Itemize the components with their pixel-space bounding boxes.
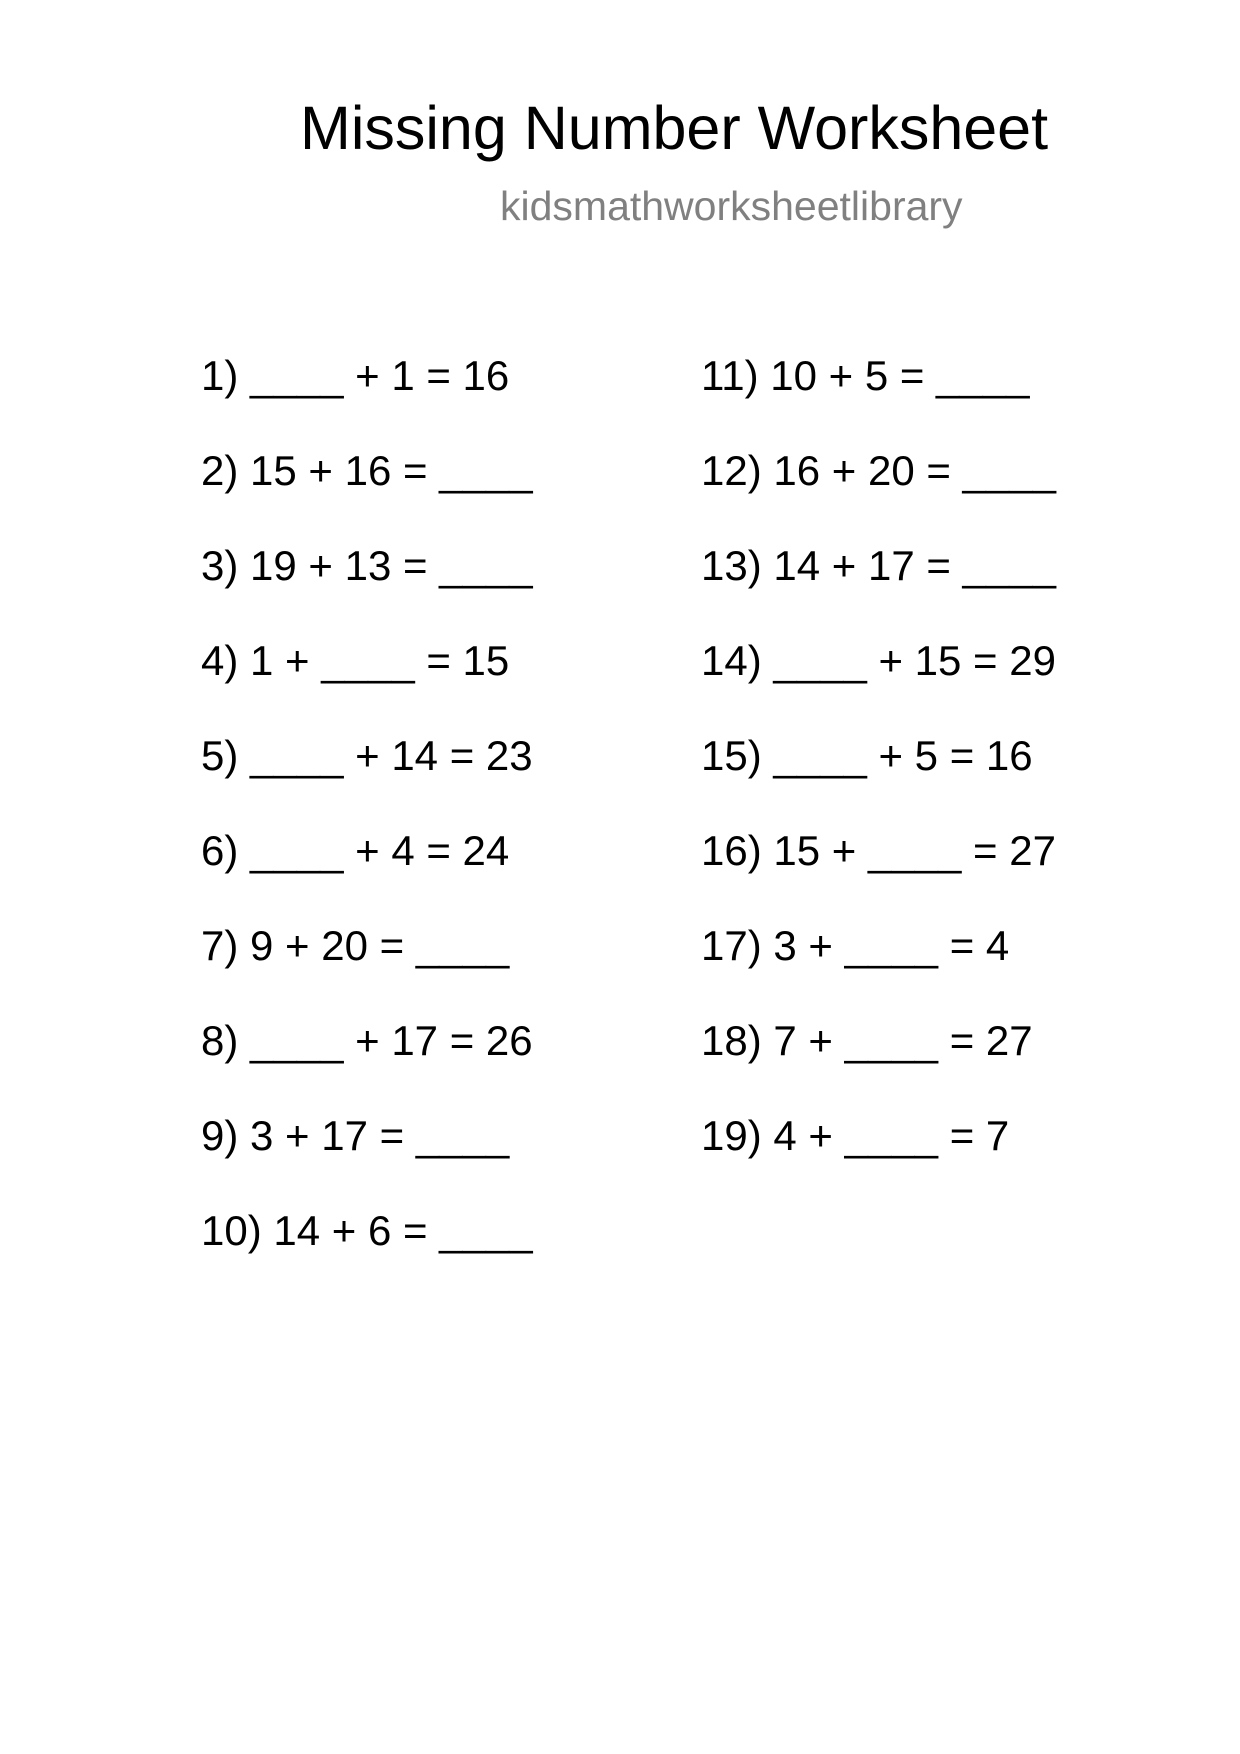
problem-2: 2) 15 + 16 = ____ <box>201 447 533 494</box>
problem-4: 4) 1 + ____ = 15 <box>201 637 510 684</box>
problem-6: 6) ____ + 4 = 24 <box>201 827 510 874</box>
problem-1: 1) ____ + 1 = 16 <box>201 352 510 399</box>
problem-17: 17) 3 + ____ = 4 <box>701 922 1010 969</box>
worksheet-source: kidsmathworksheetlibrary <box>500 183 963 229</box>
problem-8: 8) ____ + 17 = 26 <box>201 1017 533 1064</box>
problems-column-right <box>701 352 1056 1210</box>
problem-10: 10) 14 + 6 = ____ <box>201 1207 533 1254</box>
problem-12: 12) 16 + 20 = ____ <box>701 447 1056 494</box>
problem-13: 13) 14 + 17 = ____ <box>701 542 1056 589</box>
problem-3: 3) 19 + 13 = ____ <box>201 542 533 589</box>
problem-11: 11) 10 + 5 = ____ <box>701 352 1030 399</box>
problem-5: 5) ____ + 14 = 23 <box>201 732 533 779</box>
problem-9: 9) 3 + 17 = ____ <box>201 1112 510 1159</box>
problems-column-left <box>201 352 533 1305</box>
problem-19: 19) 4 + ____ = 7 <box>701 1112 1010 1159</box>
worksheet-title: Missing Number Worksheet <box>300 94 1049 162</box>
problem-15: 15) ____ + 5 = 16 <box>701 732 1033 779</box>
problem-16: 16) 15 + ____ = 27 <box>701 827 1056 874</box>
problem-7: 7) 9 + 20 = ____ <box>201 922 510 969</box>
problem-18: 18) 7 + ____ = 27 <box>701 1017 1033 1064</box>
problem-14: 14) ____ + 15 = 29 <box>701 637 1056 684</box>
